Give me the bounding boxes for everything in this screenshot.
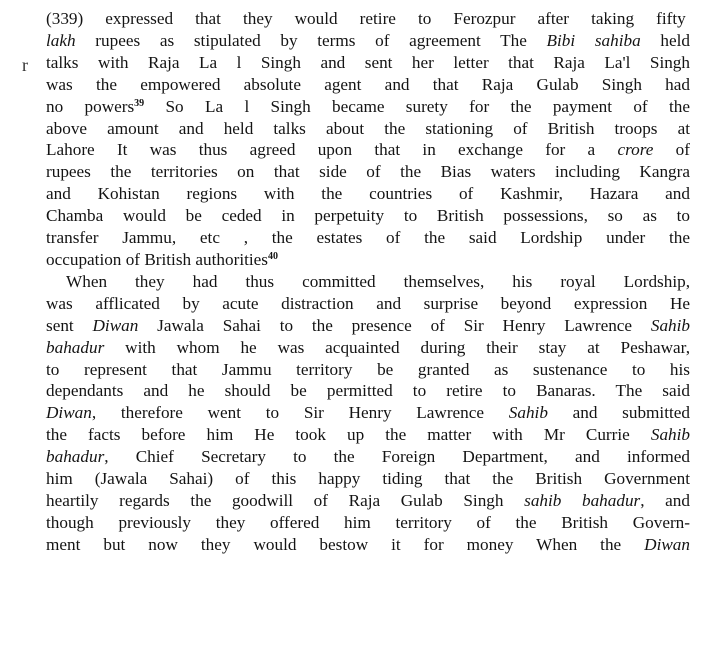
italic-term: bahadur xyxy=(46,337,105,357)
text-run: Chamba would be ceded in perpetuity to British possessions, so as to xyxy=(46,206,690,226)
italic-term: Bibi sahiba xyxy=(546,30,641,50)
margin-mark: r xyxy=(22,55,28,75)
text-line xyxy=(46,161,690,183)
text-line xyxy=(46,534,690,556)
footnote-ref: 39 xyxy=(134,97,145,109)
text-run: rupees the territories on that side of the Bias waters including Kangra xyxy=(46,162,690,182)
text-line xyxy=(46,52,690,74)
footnote-ref: 40 xyxy=(267,250,278,262)
text-run: was afflicated by acute distraction and surprise beyond expression He xyxy=(46,293,690,313)
text-line xyxy=(46,183,690,205)
text-run: the facts before him He took up the matter with Mr Currie xyxy=(46,425,651,445)
text-run: with whom he was acquainted during their stay at Peshawar, xyxy=(104,337,690,357)
italic-term: Sahib xyxy=(650,425,690,445)
text-line xyxy=(46,30,690,52)
text-run: When they had thus committed themselves, his royal Lordship, xyxy=(66,271,690,291)
text-run: held xyxy=(640,30,691,50)
italic-term: Sahib xyxy=(508,403,548,423)
text-line xyxy=(46,512,690,534)
text-line xyxy=(46,249,690,271)
text-line xyxy=(46,96,690,118)
text-run: talks with Raja La l Singh and sent her letter that Raja La'l Singh xyxy=(46,52,690,72)
italic-term: Diwan xyxy=(644,534,690,554)
text-run: dependants and he should be permitted to retire to Banaras. The said xyxy=(46,381,690,401)
text-run: ment but now they would bestow it for money When the xyxy=(46,534,645,554)
text-line xyxy=(46,446,690,468)
italic-term: crore xyxy=(617,140,654,160)
text-run: sent xyxy=(46,315,93,335)
text-run: , and xyxy=(640,490,690,510)
italic-term: lakh xyxy=(46,30,76,50)
text-run: , therefore went to Sir Henry Lawrence xyxy=(91,403,509,423)
text-run: though previously they offered him territory of the British Govern- xyxy=(46,512,690,532)
text-run: occupation of British authorities xyxy=(46,249,268,269)
text-run: rupees as stipulated by terms of agreement The xyxy=(75,30,547,50)
text-run: was the empowered absolute agent and that Raja Gulab Singh had xyxy=(46,74,690,94)
text-run: , Chief Secretary to the Foreign Department, and informed xyxy=(104,447,690,467)
italic-term: Sahib xyxy=(650,315,691,335)
text-run: of xyxy=(653,140,690,160)
text-run: Jawala Sahai to the presence of Sir Henry Lawrence xyxy=(138,315,651,335)
text-line xyxy=(46,380,690,402)
text-line xyxy=(46,337,690,359)
text-run: Lahore It was thus agreed upon that in exchange for a xyxy=(46,140,618,160)
text-run: (339) expressed that they would retire to Ferozpur after taking fifty xyxy=(46,9,690,28)
text-run: transfer Jammu, etc , the estates of the said Lordship under the xyxy=(46,228,690,248)
text-line xyxy=(46,424,690,446)
text-line xyxy=(46,8,690,30)
text-line xyxy=(46,118,690,140)
text-line xyxy=(46,293,690,315)
text-line xyxy=(46,139,690,161)
italic-term: Diwan xyxy=(46,403,92,423)
italic-term: bahadur xyxy=(46,447,105,467)
text-line xyxy=(46,468,690,490)
italic-term: sahib bahadur xyxy=(524,490,641,510)
text-line xyxy=(46,402,690,424)
text-run: and submitted xyxy=(547,403,690,423)
text-line xyxy=(46,315,690,337)
text-line xyxy=(46,205,690,227)
italic-term: Diwan xyxy=(92,315,139,335)
text-line xyxy=(46,227,690,249)
text-run: no powers xyxy=(46,96,135,116)
text-line xyxy=(46,271,690,293)
text-run: So La l Singh became surety for the payment of the xyxy=(144,96,690,116)
text-line xyxy=(46,490,690,512)
text-run: above amount and held talks about the stationing of British troops at xyxy=(46,118,690,138)
text-line xyxy=(46,359,690,381)
text-run: to represent that Jammu territory be granted as sustenance to his xyxy=(46,359,690,379)
body-text xyxy=(46,8,690,556)
text-run: heartily regards the goodwill of Raja Gulab Singh xyxy=(46,490,525,510)
text-run: him (Jawala Sahai) of this happy tiding that the British Government xyxy=(46,469,690,489)
text-line xyxy=(46,74,690,96)
text-run: and Kohistan regions with the countries of Kashmir, Hazara and xyxy=(46,184,690,204)
